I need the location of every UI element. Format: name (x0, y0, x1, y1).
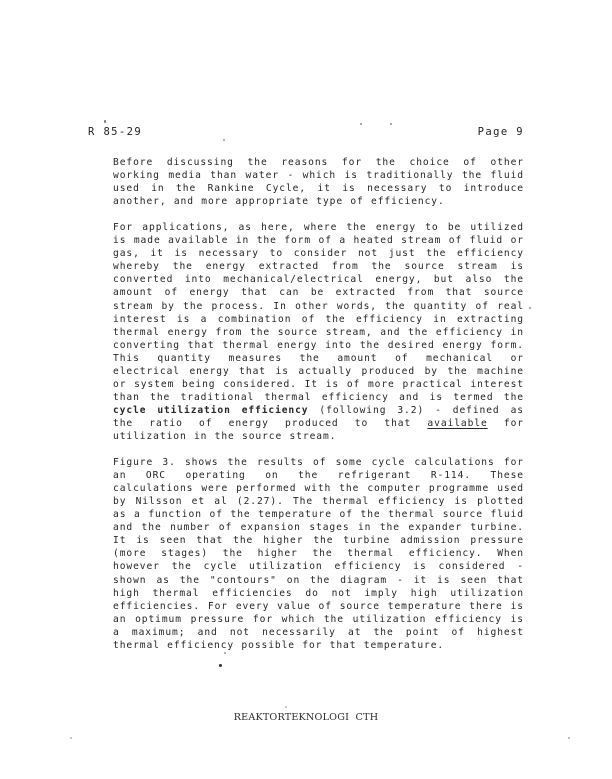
paragraph-2 (113, 221, 524, 443)
scan-speck (285, 706, 287, 708)
paragraph-2-text-after: for utilization in the source stream. (113, 417, 524, 442)
scan-speck (568, 737, 570, 739)
document-id: R 85-29 (88, 126, 143, 138)
paragraph-2-text-before-bold: For applications, as here, where the energy to be utilized is made available in the form of a heated stream of fluid or gas, it is necessary to consider not just the efficiency whereby the energy extracted from the source stream is converted into mechanical/electrical energy, but also the amount of energy that can be extracted from that source stream by the process. In other words, the quantity of real interest is a combination of the efficiency in extracting thermal energy from the source stream, and the efficiency in converting that thermal energy into the desired energy form. This quantity measures the amount of mechanical or electrical energy that is actually produced by the machine or system being considered. It is of more practical interest than the traditional thermal efficiency and is termed the (113, 222, 524, 403)
body-text-column (113, 156, 524, 664)
page-number: Page 9 (477, 126, 524, 138)
paragraph-1: Before discussing the reasons for the choice of other working media than water - which is traditionally the fluid used in the Rankine Cycle, it is necessary to introduce another, and more appropriate type of efficiency. (113, 157, 524, 208)
paragraph-3: Figure 3. shows the results of some cycle calculations for an ORC operating on the refrigerant R-114. These calculations were performed with the computer programme used by Nilsson et al (2.27). The thermal efficiency is plotted as a function of the temperature of the thermal source fluid and the number of expansion stages in the expander turbine. It is seen that the higher the turbine admission pressure (more stages) the higher the thermal efficiency. When however the cycle utilization efficiency is considered - shown as the "contours" on the diagram - it is seen that high thermal efficiencies do not imply high utilization efficiencies. For every value of source temperature there is an optimum pressure for which the utilization efficiency is a maximum; and not necessarily at the point of highest thermal efficiency possible for that temperature. (113, 457, 524, 651)
scan-speck (390, 123, 392, 125)
underlined-term-available: available (427, 417, 488, 429)
paragraph-2-text-middle: (following 3.2) - defined as the ratio of energy produced to that (113, 404, 524, 429)
scan-speck (219, 664, 222, 667)
emphasis-cycle-utilization-efficiency: cycle utilization efficiency (113, 404, 309, 416)
page-header (88, 126, 524, 138)
page-footer: REAKTORTEKNOLOGI CTH (233, 712, 379, 723)
scan-speck (70, 737, 72, 739)
scan-speck (529, 307, 531, 309)
scan-speck (223, 139, 225, 141)
scan-speck (360, 123, 362, 125)
scan-speck (104, 120, 106, 123)
